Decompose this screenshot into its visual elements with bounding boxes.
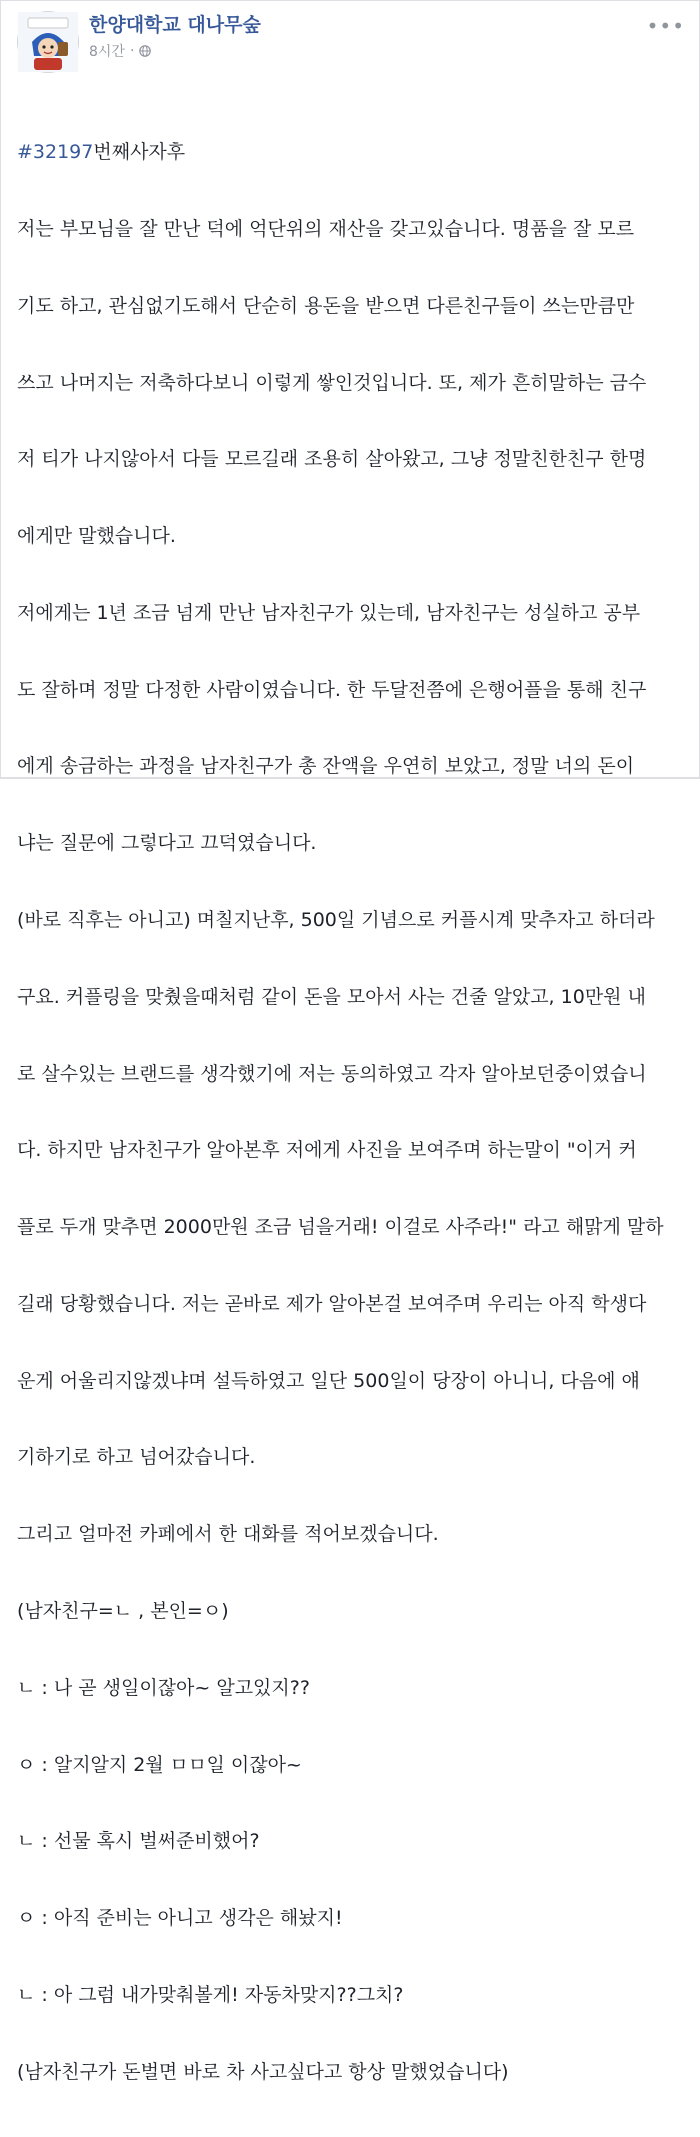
post-line: 구요. 커플링을 맞췄을때처럼 같이 돈을 모아서 사는 건줄 알았고, 10만원 내 (17, 985, 646, 1008)
post-line: 에게만 말했습니다. (17, 525, 176, 548)
post-line: 저 티가 나지않아서 다들 모르길래 조용히 살아왔고, 그냥 정말친한친구 한명 (17, 448, 647, 471)
hashtag-line (17, 140, 693, 166)
post-line: 길래 당황했습니다. 저는 곧바로 제가 알아본걸 보여주며 우리는 아직 학생다 (17, 1292, 647, 1315)
post-line: ㄴ : 나 곧 생일이잖아~ 알고있지?? (17, 1676, 310, 1699)
post-line: 냐는 질문에 그렇다고 끄덕였습니다. (17, 832, 317, 855)
post-line: 기도 하고, 관심없기도해서 단순히 용돈을 받으면 다른친구들이 쓰는만큼만 (17, 294, 635, 317)
bamboo-mascot-icon (18, 12, 78, 72)
globe-icon[interactable] (139, 45, 151, 57)
post-line: ㄴ : 아 그럼 내가맞춰볼게! 자동차맞지??그치? (17, 1983, 404, 2006)
post-body (17, 89, 693, 2137)
post-subline (89, 41, 261, 61)
post-line: 저는 부모님을 잘 만난 덕에 억단위의 재산을 갖고있습니다. 명품을 잘 모르 (17, 217, 635, 240)
post-line: (남자친구가 돈벌면 바로 차 사고싶다고 항상 말했었습니다) (17, 2060, 509, 2083)
post-line: 운게 어울리지않겠냐며 설득하였고 일단 500일이 당장이 아니니, 다음에 얘 (17, 1369, 640, 1392)
post-line: ㅇ : 아직 준비는 아니고 생각은 해놨지! (17, 1907, 343, 1930)
separator-dot: · (129, 43, 135, 59)
post-line: 도 잘하며 정말 다정한 사람이였습니다. 한 두달전쯤에 은행어플을 통해 친구 (17, 678, 647, 701)
post-line: 그리고 얼마전 카페에서 한 대화를 적어보겠습니다. (17, 1523, 439, 1546)
post-line: (남자친구=ㄴ , 본인=ㅇ) (17, 1600, 229, 1623)
post-line: 에게 송금하는 과정을 남자친구가 총 잔액을 우연히 보았고, 정말 너의 돈이 (17, 755, 635, 778)
bottom-divider (1, 777, 699, 778)
post-line: 다. 하지만 남자친구가 알아본후 저에게 사진을 보여주며 하는말이 "이거 커 (17, 1139, 637, 1162)
hashtag-suffix: 번째사자후 (93, 141, 186, 164)
post-line: 쓰고 나머지는 저축하다보니 이렇게 쌓인것입니다. 또, 제가 흔히말하는 금수 (17, 371, 647, 394)
hashtag-link[interactable]: #32197 (17, 141, 94, 164)
post-line: 기하기로 하고 넘어갔습니다. (17, 1446, 256, 1469)
post-meta (89, 13, 261, 61)
post-line: 저에게는 1년 조금 넘게 만난 남자친구가 있는데, 남자친구는 성실하고 공부 (17, 601, 641, 624)
post-line: ㄴ : 선물 혹시 벌써준비했어? (17, 1830, 260, 1853)
post-options-icon[interactable]: ••• (646, 14, 685, 38)
post-line: ㅇ : 알지알지 2월 ㅁㅁ일 이잖아~ (17, 1753, 302, 1776)
post-header (17, 11, 261, 73)
page-name-link[interactable]: 한양대학교 대나무숲 (89, 14, 261, 36)
post-timestamp[interactable]: 8시간 (89, 44, 125, 60)
post-line: 플로 두개 맞추면 2000만원 조금 넘을거래! 이걸로 사주라!" 라고 해맑게 말하 (17, 1216, 664, 1239)
post-line: (바로 직후는 아니고) 며칠지난후, 500일 기념으로 커플시계 맞추자고 하더라 (17, 909, 655, 931)
page-avatar[interactable] (17, 11, 79, 73)
post-line: 로 살수있는 브랜드를 생각했기에 저는 동의하였고 각자 알아보던중이였습니 (17, 1062, 647, 1085)
